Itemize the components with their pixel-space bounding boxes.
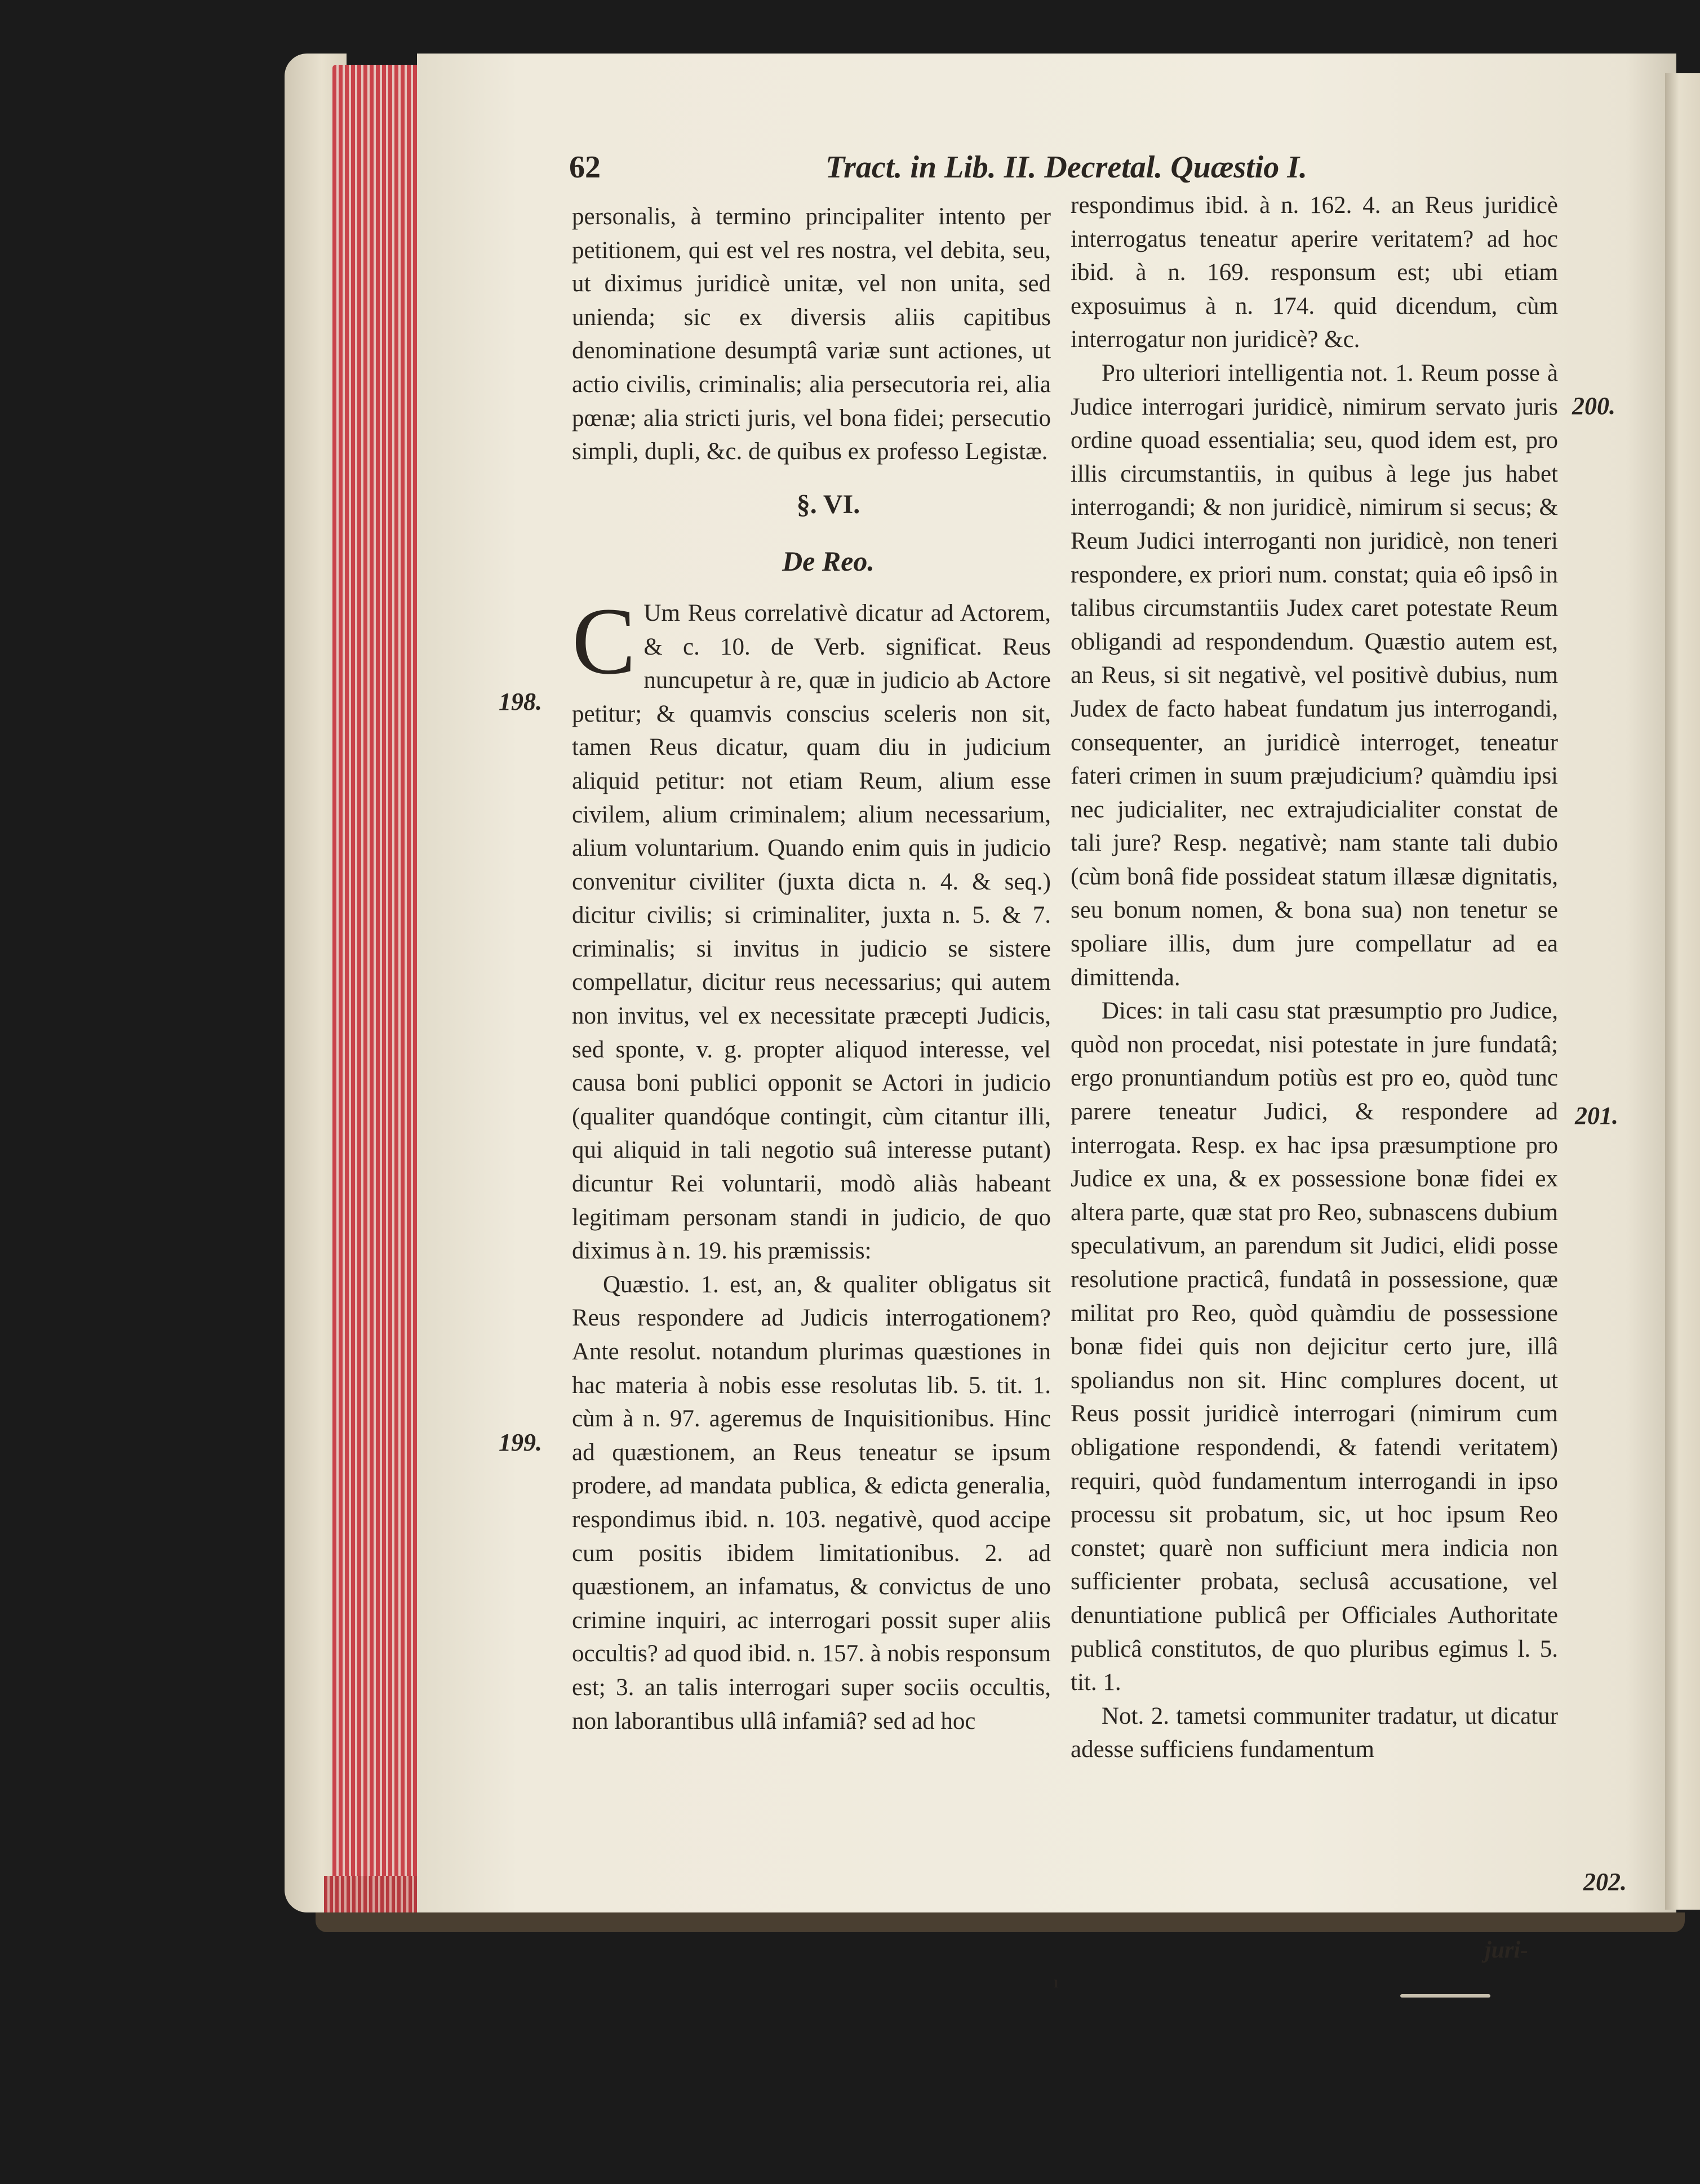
paragraph-with-dropcap [572,588,1051,1268]
margin-number-198: 198. [499,688,542,715]
margin-number-202: 202. [1583,1868,1627,1896]
paragraph: Not. 2. tametsi communiter tradatur, ut dicatur adesse sufficiens fundamentum [1071,1702,1558,1763]
paragraph: Quæstio. 1. est, an, & qualiter obligatus sit Reus respondere ad Judicis interrogationem? Ante resolut. notandum plurimas quæstiones in hac materia à nobis esse resolutas lib. 5. tit. 1. cùm à n. 97. ageremus de Inquisitionibus. Hinc ad quæstionem, an Reus teneatur se ipsum prodere, ad mandata publica, & edicta generalia, respondimus ibid. n. 103. negativè, quod accipe cum positis ibidem limitationibus. 2. ad quæstionem, an infamatus, & convictus de uno crimine inquiri, ac interrogari possit super aliis occultis? ad quod ibid. n. 157. à nobis responsum est; 3. an talis interrogari super sociis occultis, non laborantibus ullâ infamiâ? sed ad hoc [572,1271,1051,1734]
ink-smudge [1400,1994,1490,1998]
left-column [572,200,1051,1738]
red-page-edges [332,65,428,1884]
facing-page-edge [1665,73,1700,1910]
paragraph: personalis, à termino principaliter intento per petitionem, qui est vel res nostra, vel debita, seu, ut diximus juridicè unitæ, vel non unita, sed unienda; sic ex diversis aliis capitibus denominatione desumptâ variæ sunt actiones, ut actio civilis, criminalis; alia persecutoria rei, alia pœnæ; alia stricti juris, vel bona fidei; persecutio simpli, dupli, &c. de quibus ex professo Legistæ. [572,203,1051,465]
signature-mark: ı [1054,1973,1059,1991]
paragraph: Pro ulteriori intelligentia not. 1. Reum posse à Judice interrogari juridicè, nimirum servato juris ordine quoad essentialia; seu, quod idem est, pro illis circumstantiis, in quibus à lege jus habet interrogandi; & non juridicè, nimirum si secus; & Reum Judici interroganti non juridicè, non teneri respondere, ex priori num. constat; quia eô ipsô in talibus circumstantiis Judex caret potestate Reum obligandi ad respondendum. Quæstio autem est, an Reus, si sit negativè, vel positivè dubius, num Judex de facto habeat fundatum jus interrogandi, consequenter, an juridicè interroget, teneatur fateri crimen in suum præjudicium? quàmdiu ipsi nec judicialiter, nec extrajudicialiter constat de tali jure? Resp. negativè; nam stante tali dubio (cùm bonâ fide possideat statum illæsæ dignitatis, seu bonum nomen, & bona sua) non tenetur se spoliare illis, dum jure compellatur ad ea dimittenda. [1071,359,1558,991]
page-number: 62 [569,150,601,185]
running-head [569,149,1555,194]
running-title: Tract. in Lib. II. Decretal. Quæstio I. [825,150,1308,185]
right-column [1071,189,1558,1767]
section-title: De Reo. [782,545,875,577]
paragraph: Dices: in tali casu stat præsumptio pro Judice, quòd non procedat, nisi potestate in jure fundatâ; ergo pronuntiandum potiùs est pro eo, quòd tunc parere teneatur Judici, & respondere ad interrogata. Resp. ex hac ipsa præsumptione pro Judice ex una, & ex possessione bonæ fidei ex altera parte, quæ stat pro Reo, subnascens dubium speculativum, an parendum sit Judici, elidi posse resolutione practicâ, fundatâ in possessione, quæ militat pro Reo, quòd quàmdiu de possessione bonæ fidei quis non dejicitur certo jure, illâ spoliandus non sit. Hinc complures docent, ut Reus possit juridicè interrogari (nimirum cum obligatione respondendi, & fatendi veritatem) requiri, quòd fundamentum interrogandi in ipso processu sit probatum, sic, ut hoc ipsum Reo constet; quarè non sufficiunt mera indicia non sufficienter probata, seclusâ accusatione, vel denuntiatione publicâ per Officiales Authoritate publicâ constitutos, de quo pluribus egimus l. 5. tit. 1. [1071,998,1558,1696]
margin-number-201: 201. [1575,1102,1618,1129]
catchword: juri- [1485,1937,1529,1963]
book-bottom-edge [316,1912,1685,1932]
dropcap: C [572,588,636,694]
paragraph-text: Um Reus correlativè dicatur ad Actorem, & c. 10. de Verb. significat. Reus nuncupetur à re, quæ in judicio ab Actore petitur; & quamvis conscius sceleris non sit, tamen Reus dicatur, quam diu in judicium aliquid petitur: not etiam Reum, alium esse civilem, alium criminalem; alium necessarium, alium voluntarium. Quando enim quis in judicio convenitur civiliter (juxta dicta n. 4. & seq.) dicitur civilis; si criminaliter, juxta n. 5. & 7. criminalis; si invitus in judicio se sistere compellatur, dicitur reus necessarius; qui autem non invitus, vel ex necessitate præcepti Judicis, sed sponte, v. g. propter aliquod interesse, vel causa boni publici opponit se Actori in judicio (qualiter quandóque contingit, cùm citantur illi, qui aliquid in tali negotio suâ interesse putant) dicuntur Rei voluntarii, modò aliàs habeant legitimam personam standi in judicio, de quo diximus à n. 19. his præmissis: [572,599,1051,1265]
margin-number-200: 200. [1572,392,1615,420]
section-mark: §. VI. [796,489,860,519]
paragraph: respondimus ibid. à n. 162. 4. an Reus juridicè interrogatus teneatur aperire veritatem? ad hoc ibid. à n. 169. responsum est; ubi etiam exposuimus à n. 174. quid dicendum, cùm interrogatur non juridicè? &c. [1071,192,1558,353]
margin-number-199: 199. [499,1429,542,1456]
